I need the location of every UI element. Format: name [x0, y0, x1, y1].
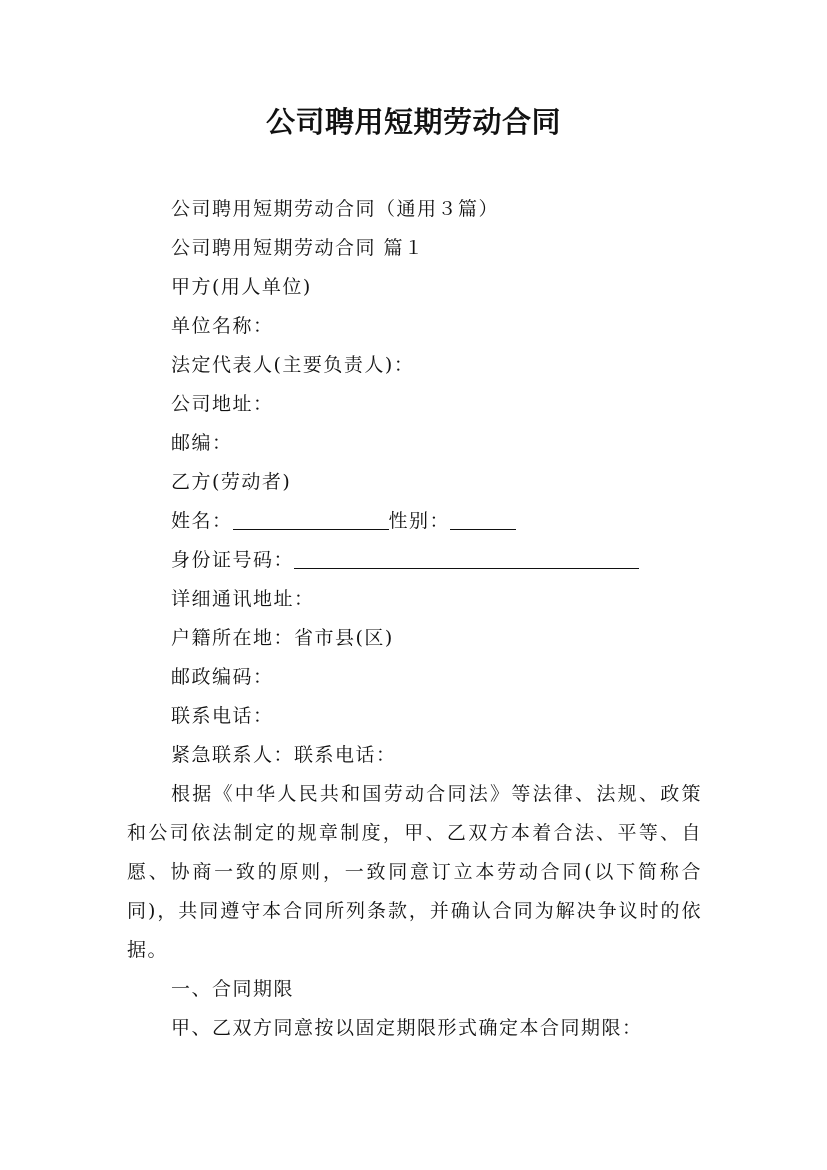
preamble-paragraph: 根据《中华人民共和国劳动合同法》等法律、法规、政策和公司依法制定的规章制度，甲、乙双方本着合法、平等、自愿、协商一致的原则，一致同意订立本劳动合同(以下简称合同)，共同遵守本合同所列条款，并确认合同为解决争议时的依据。	[127, 783, 702, 961]
gender-label: 性别：	[388, 510, 451, 532]
document-body	[127, 190, 702, 1048]
gender-blank	[450, 507, 516, 530]
emergency-contact-field: 紧急联系人：联系电话：	[171, 744, 397, 766]
mailing-address-field: 详细通讯地址：	[171, 588, 315, 610]
section-heading: 一、合同期限	[171, 978, 295, 1000]
postal-code-field: 邮政编码：	[171, 666, 274, 688]
name-label: 姓名：	[171, 510, 233, 532]
company-name-field: 单位名称：	[171, 315, 274, 337]
name-gender-line	[127, 502, 702, 541]
id-blank	[294, 546, 639, 569]
party-b-heading: 乙方(劳动者)	[171, 471, 292, 493]
id-label: 身份证号码：	[171, 549, 295, 571]
subtitle-line: 公司聘用短期劳动合同（通用３篇）	[171, 198, 500, 220]
name-blank	[233, 507, 389, 530]
company-address-field: 公司地址：	[171, 393, 274, 415]
legal-rep-field: 法定代表人(主要负责人)：	[171, 354, 415, 376]
id-number-line	[127, 541, 702, 580]
party-a-heading: 甲方(用人单位)	[171, 276, 312, 298]
document-title: 公司聘用短期劳动合同	[265, 105, 561, 139]
phone-field: 联系电话：	[171, 705, 274, 727]
chapter-line: 公司聘用短期劳动合同 篇１	[171, 237, 425, 259]
section-text: 甲、乙双方同意按以固定期限形式确定本合同期限：	[171, 1017, 643, 1039]
household-register-field: 户籍所在地：省市县(区)	[171, 627, 394, 649]
postcode-field: 邮编：	[171, 432, 233, 454]
